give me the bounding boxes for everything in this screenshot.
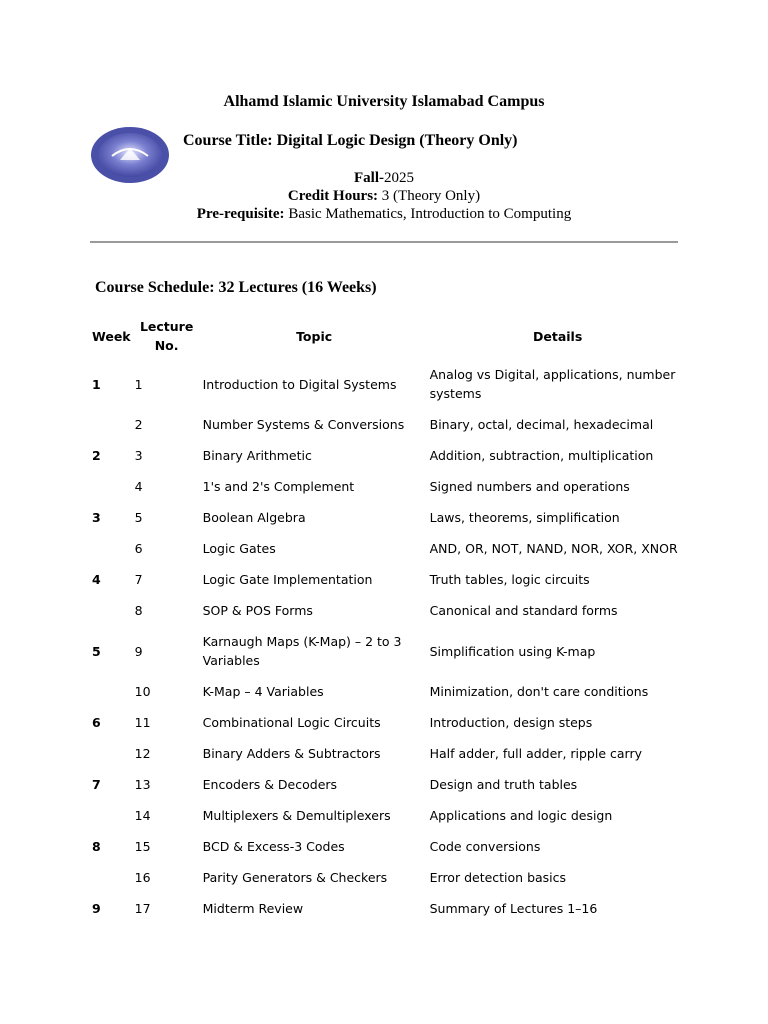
table-row	[88, 676, 686, 707]
topic-cell: Multiplexers & Demultiplexers	[202, 808, 391, 823]
credit-hours-line	[0, 188, 768, 205]
week-cell: 8	[92, 839, 101, 854]
topic-cell: K-Map – 4 Variables	[202, 684, 324, 699]
details-cell: Analog vs Digital, applications, number systems	[429, 367, 676, 401]
credit-hours-label: Credit Hours:	[287, 188, 379, 204]
topic-cell: 1's and 2's Complement	[202, 479, 355, 494]
details-cell: Applications and logic design	[429, 808, 613, 823]
lecture-cell: 5	[134, 510, 143, 525]
table-row	[88, 471, 686, 502]
week-cell	[88, 533, 131, 564]
university-name: Alhamd Islamic University Islamabad Campus	[223, 93, 545, 110]
lecture-cell: 16	[134, 870, 151, 885]
header-week: Week	[92, 328, 131, 344]
week-cell: 1	[92, 376, 101, 392]
topic-cell: SOP & POS Forms	[202, 603, 313, 618]
week-cell: 7	[92, 777, 101, 792]
table-row	[88, 359, 686, 409]
lecture-cell: 1	[134, 376, 143, 392]
topic-cell: Boolean Algebra	[202, 510, 306, 525]
table-row	[88, 440, 686, 471]
divider	[90, 241, 678, 243]
table-row	[88, 862, 686, 893]
lecture-cell: 3	[134, 448, 143, 463]
table-row	[88, 800, 686, 831]
lecture-cell: 8	[134, 603, 143, 618]
details-cell: AND, OR, NOT, NAND, NOR, XOR, XNOR	[429, 541, 678, 556]
credit-hours-value: 3 (Theory Only)	[378, 188, 481, 204]
header-topic: Topic	[296, 328, 333, 344]
details-cell: Introduction, design steps	[429, 715, 593, 730]
prerequisite-line	[0, 206, 768, 223]
term-label: Fall-	[354, 170, 384, 186]
prerequisite-value: Basic Mathematics, Introduction to Computing	[284, 206, 572, 222]
table-row	[88, 707, 686, 738]
lecture-cell: 13	[134, 777, 151, 792]
topic-cell: Logic Gate Implementation	[202, 572, 373, 587]
week-cell: 3	[92, 510, 101, 525]
week-cell	[88, 471, 131, 502]
table-row	[88, 595, 686, 626]
table-row	[88, 769, 686, 800]
lecture-cell: 15	[134, 839, 151, 854]
lecture-cell: 4	[134, 479, 143, 494]
week-cell	[88, 862, 131, 893]
week-cell	[88, 595, 131, 626]
details-cell: Minimization, don't care conditions	[429, 684, 649, 699]
week-cell: 4	[92, 572, 101, 587]
table-row	[88, 626, 686, 676]
week-cell: 6	[92, 715, 101, 730]
details-cell: Signed numbers and operations	[429, 479, 630, 494]
details-cell: Error detection basics	[429, 870, 567, 885]
schedule-title: Course Schedule: 32 Lectures (16 Weeks)	[95, 279, 377, 296]
table-row	[88, 738, 686, 769]
lecture-cell: 11	[134, 715, 151, 730]
lecture-cell: 2	[134, 417, 143, 432]
week-cell	[88, 738, 131, 769]
details-cell: Truth tables, logic circuits	[429, 572, 590, 587]
week-cell	[88, 676, 131, 707]
lecture-cell: 12	[134, 746, 151, 761]
week-cell	[88, 409, 131, 440]
topic-cell: Binary Adders & Subtractors	[202, 746, 381, 761]
topic-cell: Karnaugh Maps (K-Map) – 2 to 3 Variables	[202, 634, 402, 668]
topic-cell: Logic Gates	[202, 541, 276, 556]
details-cell: Canonical and standard forms	[429, 603, 618, 618]
table-row	[88, 502, 686, 533]
lecture-cell: 17	[134, 901, 151, 916]
table-row	[88, 409, 686, 440]
lecture-cell: 10	[134, 684, 151, 699]
term-value: 2025	[384, 170, 414, 186]
topic-cell: Parity Generators & Checkers	[202, 870, 388, 885]
topic-cell: Binary Arithmetic	[202, 448, 312, 463]
lecture-cell: 7	[134, 572, 143, 587]
week-cell: 2	[92, 448, 101, 463]
details-cell: Summary of Lectures 1–16	[429, 901, 598, 916]
details-cell: Addition, subtraction, multiplication	[429, 448, 654, 463]
table-header-row	[88, 313, 686, 359]
topic-cell: Number Systems & Conversions	[202, 417, 405, 432]
schedule-table	[88, 313, 686, 924]
topic-cell: Introduction to Digital Systems	[202, 376, 397, 392]
topic-cell: Midterm Review	[202, 901, 304, 916]
topic-cell: BCD & Excess-3 Codes	[202, 839, 345, 854]
term-line	[0, 170, 768, 187]
prerequisite-label: Pre-requisite:	[196, 206, 285, 222]
lecture-cell: 6	[134, 541, 143, 556]
header-lecture: Lecture No.	[139, 319, 194, 353]
lecture-cell: 14	[134, 808, 151, 823]
details-cell: Laws, theorems, simplification	[429, 510, 620, 525]
details-cell: Simplification using K-map	[429, 643, 596, 659]
topic-cell: Combinational Logic Circuits	[202, 715, 381, 730]
table-row	[88, 533, 686, 564]
course-title: Course Title: Digital Logic Design (Theory Only)	[183, 132, 518, 149]
table-row	[88, 831, 686, 862]
details-cell: Binary, octal, decimal, hexadecimal	[429, 417, 654, 432]
week-cell	[88, 800, 131, 831]
details-cell: Design and truth tables	[429, 777, 578, 792]
table-row	[88, 564, 686, 595]
week-cell: 9	[92, 901, 101, 916]
week-cell: 5	[92, 643, 101, 659]
table-row	[88, 893, 686, 924]
header-details: Details	[532, 328, 583, 344]
topic-cell: Encoders & Decoders	[202, 777, 338, 792]
lecture-cell: 9	[134, 643, 143, 659]
details-cell: Half adder, full adder, ripple carry	[429, 746, 642, 761]
details-cell: Code conversions	[429, 839, 541, 854]
